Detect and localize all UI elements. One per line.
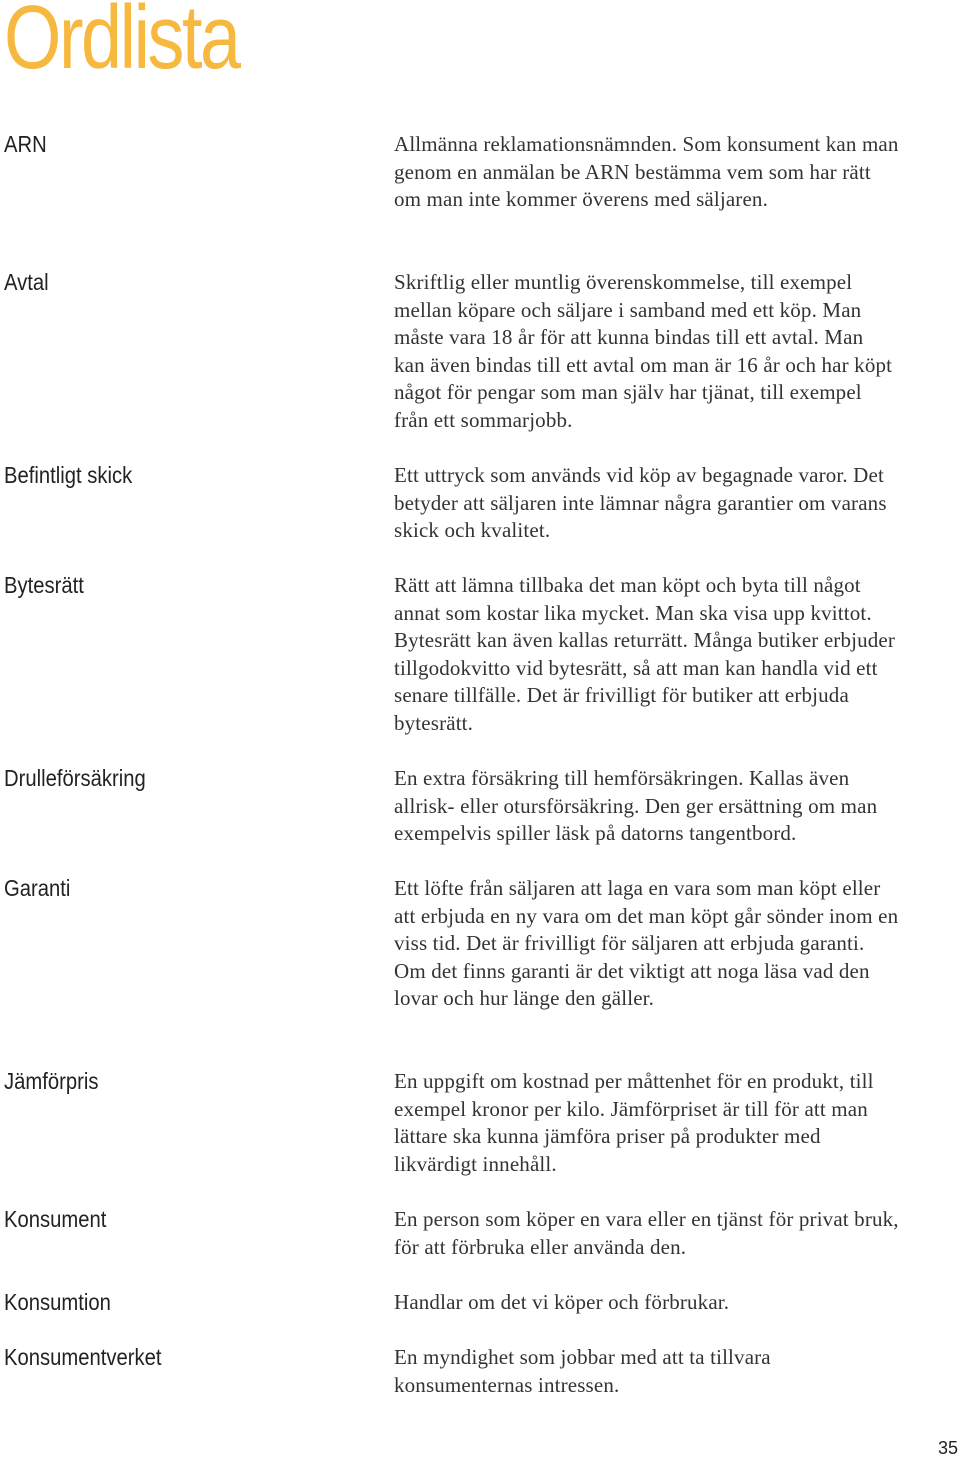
glossary-definition: En person som köper en vara eller en tjänst för privat bruk, för att förbruka eller använda den. xyxy=(394,1207,899,1259)
glossary-definition: Handlar om det vi köper och förbrukar. xyxy=(394,1290,730,1314)
glossary-term: Avtal xyxy=(4,269,49,295)
glossary-term: Konsumtion xyxy=(4,1289,111,1315)
glossary-definition: En myndighet som jobbar med att ta tillvara konsumenternas intressen. xyxy=(394,1345,771,1397)
page-number: 35 xyxy=(937,1438,958,1458)
glossary-definition: En extra försäkring till hemförsäkringen. Kallas även allrisk- eller otursförsäkring. Den ger ersättning om man exempelvis spiller läsk på datorns tangentbord. xyxy=(394,766,878,845)
page-title: Ordlista xyxy=(4,0,239,88)
glossary-term: Konsumentverket xyxy=(4,1344,162,1370)
glossary-term: ARN xyxy=(4,131,47,157)
glossary-definition: Allmänna reklamationsnämnden. Som konsument kan man genom en anmälan be ARN bestämma vem som har rätt om man inte kommer överens med säljaren. xyxy=(394,132,899,211)
glossary-definition: Rätt att lämna tillbaka det man köpt och byta till något annat som kostar lika mycket. Man ska visa upp kvittot. Bytesrätt kan även kallas returrätt. Många butiker erbjuder tillgodokvitto vid bytesrätt, så att man kan handla vid ett senare tillfälle. Det är frivilligt för butiker att erbjuda bytesrätt. xyxy=(394,573,895,735)
glossary-term: Garanti xyxy=(4,875,71,901)
glossary-term: Befintligt skick xyxy=(4,462,133,488)
glossary-definition: Ett löfte från säljaren att laga en vara som man köpt eller att erbjuda en ny vara om det man köpt går sönder inom en viss tid. Det är frivilligt för säljaren att erbjuda garanti. Om det finns garanti är det viktigt att noga läsa vad den lovar och hur länge den gäller. xyxy=(394,876,899,1010)
glossary-definition: Ett uttryck som används vid köp av begagnade varor. Det betyder att säljaren inte lämnar några garantier om varans skick och kvalitet. xyxy=(394,463,887,542)
glossary-term: Drulleförsäkring xyxy=(4,765,146,791)
glossary-term: Jämförpris xyxy=(4,1068,99,1094)
glossary-term: Bytesrätt xyxy=(4,572,84,598)
glossary-definition: Skriftlig eller muntlig överenskommelse, till exempel mellan köpare och säljare i samband med ett köp. Man måste vara 18 år för att kunna bindas till ett avtal. Man kan även bindas till ett avtal om man är 16 år och har köpt något för pengar som man själv har tjänat, till exempel från ett sommarjobb. xyxy=(394,270,893,432)
glossary-definition: En uppgift om kostnad per måttenhet för en produkt, till exempel kronor per kilo. Jämförpriset är till för att man lättare ska kunna jämföra priser på produkter med likvärdigt innehåll. xyxy=(394,1069,874,1176)
glossary-term: Konsument xyxy=(4,1206,107,1232)
